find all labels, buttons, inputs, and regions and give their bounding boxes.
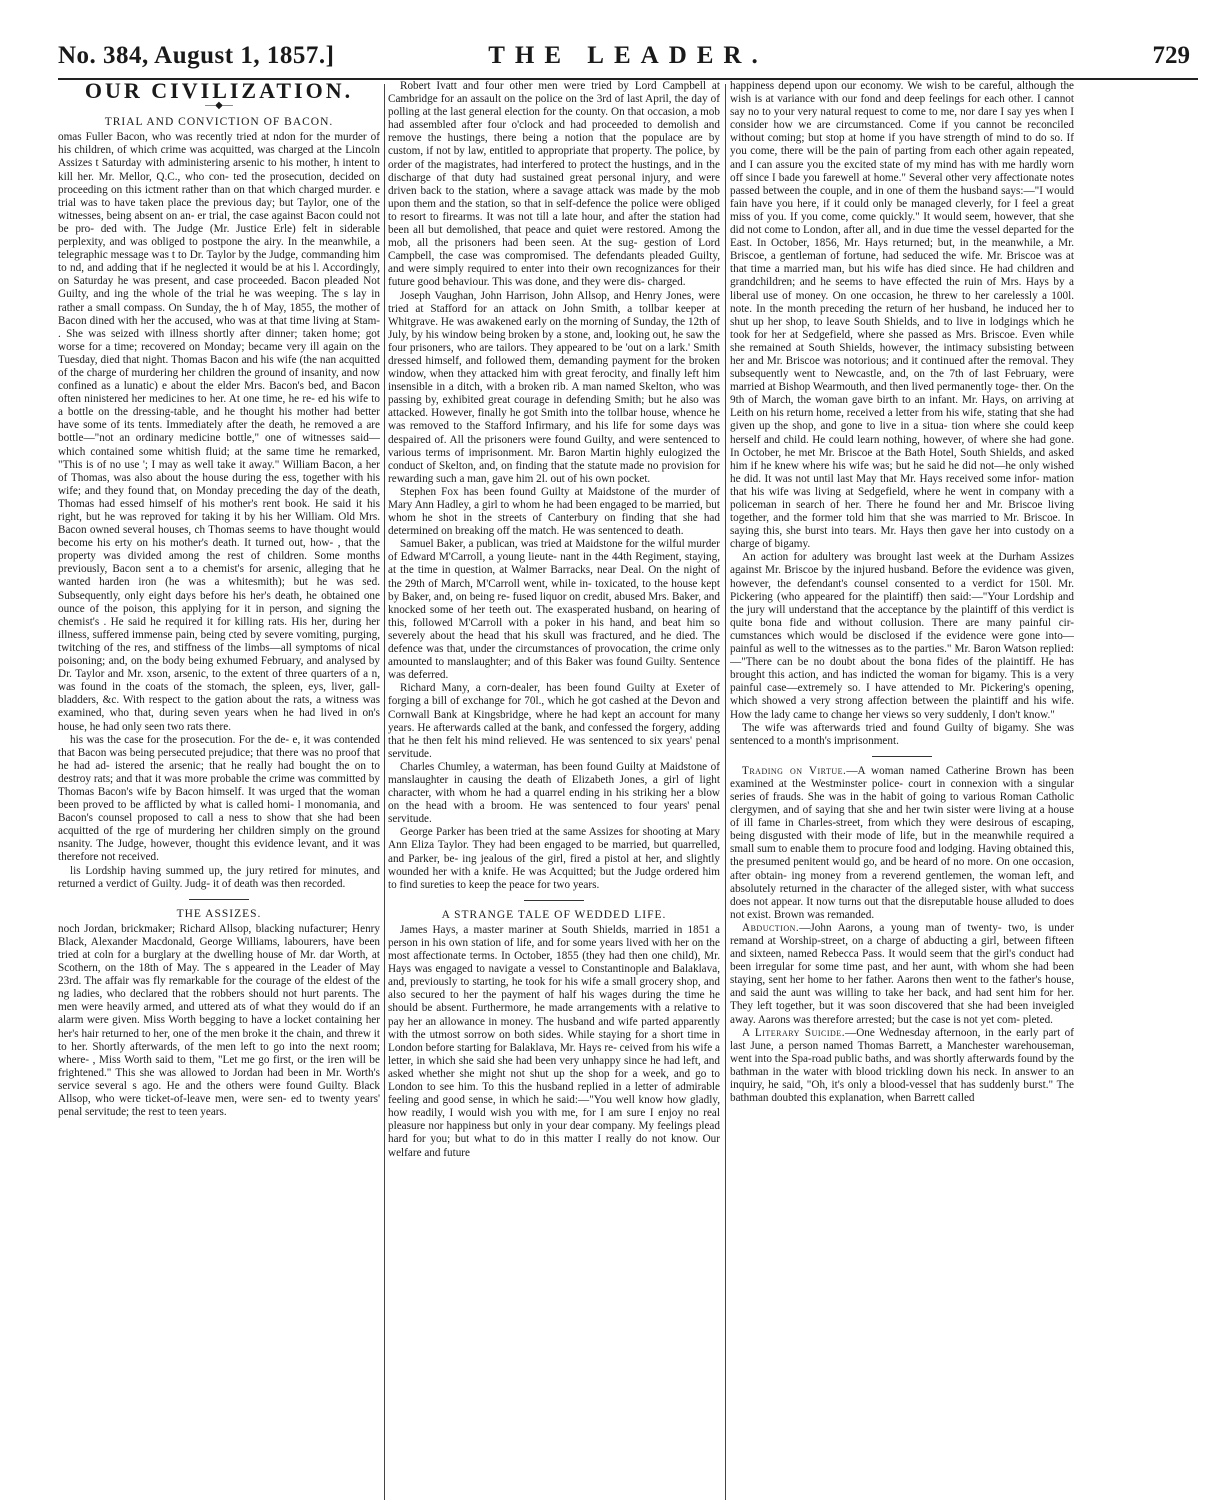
news-item: [730, 765, 1074, 922]
section-heading: THE ASSIZES.: [176, 907, 262, 920]
column-1: [58, 80, 380, 1500]
article-paragraph: James Hays, a master mariner at South Shields, married in 1851 a person in his own station of life, and for some years lived with her on the most affectionate terms. In October, 1855 (they had then one child), Mr. Hays was engaged to navigate a vessel to Constantinople and Balaklava, and, previously to starting, he took for his wife a small grocery shop, and also secured to her the payment of half his wages during the time he should be absent. Furthermore, he made arrangements with a relative to pay her an allowance in money. The husband and wife parted apparently with the utmost sorrow on both sides. While staying for a short time in London before starting for Balaklava, Mr. Hays re- ceived from his wife a letter, in which she said she had been very unhappy since he had left, and asked whether she might not shut up the shop for a week, and go to London to see him. To this the husband replied in a letter of admirable feeling and good sense, in which he said:—"You well know how gladly, how readily, I would wish you with me, for I am sure I enjoy no real pleasure nor happiness but only in your dear company. My feelings plead hard for you; but what to do in this matter I really do not know. Our welfare and future: [388, 923, 720, 1159]
section-rule: [872, 756, 932, 757]
article-paragraph: George Parker has been tried at the same Assizes for shooting at Mary Ann Eliza Taylor. They had been engaged to be married, but quarrelled, and Parker, be- ing jealous of the girl, fired a pistol at her, and slightly wounded her with a knife. He was Acquitted; but the Judge ordered him to find sureties to keep the peace for two years.: [388, 826, 720, 891]
page-number: 729: [1152, 42, 1190, 69]
article-paragraph: lis Lordship having summed up, the jury retired for minutes, and returned a verdict of Guilty. Judg- it of death was then recorded.: [58, 864, 380, 890]
news-item: [730, 922, 1074, 1027]
article-paragraph: Joseph Vaughan, John Harrison, John Allsop, and Henry Jones, were tried at Stafford for an attack on John Smith, a tollbar keeper at Whitgrave. He was awakened early on the morning of Sunday, the 12th of July, by his window being broken by a stone, and, looking out, he saw the four prisoners, who are tailors. They appeared to be 'out on a lark.' Smith dressed himself, and followed them, demanding payment for the broken window, when they attacked him with great ferocity, and finally left him insensible in a ditch, with a broken rib. A man named Skelton, who was passing by, exhibited great courage in defending Smith; but he also was attacked. However, finally he got Smith into the tollbar house, whence he was removed to the Stafford Infirmary, and his life for some days was despaired of. All the prisoners were found Guilty, and were sentenced to various terms of imprisonment. Mr. Baron Martin highly eulogized the conduct of Skelton, and, on finding that the statute made no provision for rewarding such a man, gave him 2l. out of his own pocket.: [388, 289, 720, 485]
masthead: [58, 42, 1198, 80]
news-item-text: —John Aarons, a young man of twenty- two, is under remand at Worship-street, on a charge of abducting a girl, between fifteen and sixteen, named Rebecca Pass. It would seem that the girl's conduct had been irregular for some time past, and her aunt, with whom she had been staying, sent her home to her father. Aarons then went to the father's house, and said the aunt was willing to take her back, and had sent him for her. They left together, but it was soon discovered that she had been inveigled away. Aarons was therefore arrested; but the case is not yet com- pleted.: [730, 921, 1074, 1026]
news-item-lead: Abduction.: [742, 921, 800, 934]
section-rule: [189, 899, 249, 900]
article-paragraph: An action for adultery was brought last week at the Durham Assizes against Mr. Briscoe by the injured husband. Before the evidence was given, however, the defendant's counsel consented to a verdict for 150l. Mr. Pickering (who appeared for the plaintiff) then said:—"Your Lordship and the jury will understand that the acceptance by the plaintiff of this verdict is quite bona fide and without collusion. There are many painful cir- cumstances which would be disclosed if the evidence were gone into—painful as well to the witnesses as to the parties." Mr. Baron Watson replied:—"There can be no doubt about the bona fides of the plaintiff. He has brought this action, and has indicted the woman for bigamy. This is a very painful case—extremely so. I have attended to Mr. Pickering's opening, which showed a very strong affection between the plaintiff and his wife. How the lady came to change her views so very suddenly, I don't know.": [730, 551, 1074, 721]
column-2: [388, 80, 720, 1500]
column-3: [730, 80, 1074, 1500]
article-paragraph: Charles Chumley, a waterman, has been found Guilty at Maidstone of manslaughter in causing the death of Elizabeth Jones, a girl of light character, with whom he had a quarrel ending in his striking her a blow on the head with a broom. He was sentenced to four years' penal servitude.: [388, 760, 720, 826]
newspaper-title: THE LEADER.: [488, 42, 768, 69]
column-divider: [725, 84, 726, 1500]
article-paragraph: Stephen Fox has been found Guilty at Maidstone of the murder of Mary Ann Hadley, a girl to whom he had been engaged to be married, but whom he shot in the streets of Canterbury on finding that she had determined on breaking off the match. He was sentenced to death.: [388, 485, 720, 538]
news-item-lead: A Literary Suicide.: [742, 1026, 845, 1039]
news-item-text: —A woman named Catherine Brown has been examined at the Westminster police- court in connexion with a singular series of frauds. She was in the habit of going to various Roman Catholic clergymen, and of saying that she and her twin sister were living at a house of ill fame in Charles-street, from which they were desirous of escaping, being disgusted with their mode of life, but in the meanwhile required a small sum to enable them to procure food and lodging. Having obtained this, the presumed penitent would go, and be heard of no more. On one occasion, after obtain- ing money from a reverend gentlemen, the woman left, and absolutely returned in the character of the alleged sister, with what success does not appear. It now turns out that the disreputable house alluded to does not exist. Brown was remanded.: [730, 764, 1074, 921]
article-paragraph: Richard Many, a corn-dealer, has been found Guilty at Exeter of forging a bill of exchange for 70l., which he got cashed at the Devon and Cornwall Bank at Kingsbridge, where he had kept an account for many years. He afterwards called at the bank, and confessed the forgery, adding that he then felt his mind relieved. He was sentenced to six years' penal servitude.: [388, 682, 720, 760]
news-item-lead: Trading on Virtue.: [742, 764, 847, 777]
news-item-text: —One Wednesday afternoon, in the early part of last June, a person named Thomas Barrett, a Manchester warehouseman, went into the Spa-road public baths, and was shortly afterwards found by the bathman in the water with blood trickling down his neck. In answer to an inquiry, he said, "Oh, it's only a blood-vessel that has suddenly burst." The bathman doubted this explanation, when Barrett called: [730, 1026, 1074, 1105]
feature-title: OUR CIVILIZATION.: [84, 80, 354, 103]
article-paragraph: Robert Ivatt and four other men were tried by Lord Campbell at Cambridge for an assault on the police on the 3rd of last April, the day of polling at the last general election for the county. On that occasion, a mob had assembled after four o'clock and had proceeded to demolish and remove the hustings, there being a notion that the populace are by custom, if not by law, entitled to appropriate that property. The police, by order of the magistrates, had interfered to protect the hustings, and in the discharge of that duty had sustained great personal injury, and were driven back to the station, where a savage attack was made by the mob upon them and the station, so that in self-defence the police were obliged to resort to firearms. It was not till a late hour, and after the station had been all but demolished, that peace and quiet were restored. Among the mob, all the prisoners had been seen. At the sug- gestion of Lord Campbell, the case was compromised. The defendants pleaded Guilty, and were simply required to enter into their own recognizances for their future good behaviour. This was done, and they were dis- charged.: [388, 80, 720, 289]
section-heading: A STRANGE TALE OF WEDDED LIFE.: [441, 908, 667, 921]
article-paragraph: omas Fuller Bacon, who was recently tried at ndon for the murder of his children, of which crime was acquitted, was charged at the Lincoln Assizes t Saturday with administering arsenic to his mother, h intent to kill her. Mr. Mellor, Q.C., who con- ted the prosecution, decided on proceeding on this ictment rather than on that which charged murder. e trial was to have taken place the previous day; but Taylor, one of the witnesses, being absent on an- er trial, the case against Bacon could not be pro- ded with. The Judge (Mr. Justice Erle) felt in siderable perplexity, and was obliged to postpone the airy. In the meanwhile, a telegraphic message was t to Dr. Taylor by the Judge, commanding him to nd, and adding that if he neglected it would be at his l. Accordingly, on Saturday he was present, and case proceeded. Bacon pleaded Not Guilty, and ing the whole of the trial he was weeping. The s lay in rather a small compass. On Sunday, the h of May, 1855, the mother of Bacon dined with her the accused, who was at that time living at Stam- . She was seized with illness shortly after dinner; taken home; got worse for a time; recovered on Monday; became very ill again on the Tuesday, died that night. Thomas Bacon and his wife (the nan acquitted of the charge of murdering her children the ground of insanity, and now confined as a lunatic) e about the elder Mrs. Bacon's bed, and Bacon often ninistered her medicines to her. At one time, he re- ed his wife to a bottle on the dressing-table, and he thought his mother had better have some of its tents. Immediately after the death, he removed a are bottle—"not an ordinary medicine bottle," one of witnesses said—which contained some whitish fluid; at the same time he remarked, "This is of no use '; I may as well take it away." William Bacon, a her of Thomas, was also about the house during the ess, together with his wife; and they found that, on Monday preceding the day of the death, Thomas had essed himself of his mother's rent book. He said it his right, but he was reproved for taking it by his her William. Old Mrs. Bacon owned several houses, ch Thomas seems to have thought would become his erty on his mother's death. It turned out, how- , that the property was divided among the rest of children. Some months previously, Bacon sent a to a chemist's for arsenic, alleging that he wanted harden iron (he was a whitesmith); but he was sed. Subsequently, only eight days before his her's death, he obtained one ounce of the poison, this applying for it in person, and signing the chemist's . He said he required it for killing rats. His her, during her illness, suffered immense pain, being cted by severe vomiting, purging, twitching of the res, and stiffness of the limbs—all symptoms of nical poisoning; and, on the body being exhumed February, and analysed by Dr. Taylor and Mr. xson, arsenic, to the extent of three quarters of a n, was found in the coats of the stomach, the spleen, eys, liver, gall-bladders, &c. With respect to the gation about the rats, a witness was examined, who that, during seven years when he had lived in on's house, he had only seen two rats there.: [58, 131, 380, 733]
issue-line: No. 384, August 1, 1857.]: [58, 42, 335, 69]
section-rule: [524, 900, 584, 901]
news-item: [730, 1027, 1074, 1106]
article-paragraph: Samuel Baker, a publican, was tried at Maidstone for the wilful murder of Edward M'Carroll, a young lieute- nant in the 44th Regiment, staying, at the time in question, at Walmer Barracks, near Deal. On the night of the 29th of March, M'Carroll went, while in- toxicated, to the house kept by Baker, and, on being re- fused liquor on credit, abused Mrs. Baker, and knocked some of her teeth out. The exasperated husband, on hearing of this, followed M'Carroll with a poker in his hand, and beat him so severely about the head that his skull was fractured, and he died. The defence was that, under the circumstances of provocation, the crime only amounted to manslaughter; and of this Baker was found Guilty. Sentence was deferred.: [388, 538, 720, 682]
article-paragraph: The wife was afterwards tried and found Guilty of bigamy. She was sentenced to a month's imprisonment.: [730, 721, 1074, 747]
ornament-divider: —◆—: [205, 100, 233, 112]
article-paragraph: his was the case for the prosecution. For the de- e, it was contended that Bacon was being persecuted prejudice; that there was no proof that he had ad- istered the arsenic; that he really had bought the on to destroy rats; and that it was more probable the crime was committed by Thomas Bacon's wife by Bacon himself. It was urged that the woman been proved to be afflicted by what is called homi- l monomania, and Bacon's counsel proposed to call a ness to show that she had been acquitted of the rge of murdering her children simply on the ground nsanity. The Judge, however, thought this evidence levant, and it was therefore not received.: [58, 733, 380, 864]
section-heading: TRIAL AND CONVICTION OF BACON.: [104, 116, 334, 129]
column-divider: [384, 84, 385, 1500]
article-paragraph: happiness depend upon our economy. We wish to be careful, although the wish is at variance with our fond and deep feelings for each other. I cannot say no to your very natural request to come to me, nor dare I say yes when I consider how we are circumstanced. Come if you cannot be reconciled without coming; but stop at home if you have strength of mind to do so. If you come, there will be the pain of parting from each other again repeated, and I can assure you the excited state of my mind has with me hardly worn off since I bade you farewell at home." Several other very affectionate notes passed between the couple, and in one of them the husband says:—"I would fain have you here, if it could only be managed cleverly, for I feel a great miss of you. If you come, come quickly." It would seem, however, that she did not come to London, after all, and in due time the vessel departed for the East. In October, 1856, Mr. Hays returned; but, in the meanwhile, a Mr. Briscoe, a gentleman of fortune, had seduced the wife. Mr. Briscoe was at that time a married man, but his wife has died since. He had children and grandchildren; and he seems to have effected the ruin of Mrs. Hays by a liberal use of money. On one occasion, he threw to her carelessly a 100l. note. In the month preceding the return of her husband, he induced her to shut up her shop, to leave South Shields, and to live in lodgings which he took for her at Sedgefield, where she passed as Mrs. Briscoe. Even while she remained at South Shields, however, the intimacy subsisting between her and Mr. Briscoe was notorious; and it continued after the removal. They subsequently went to Newcastle, and, on the 7th of last February, were married at Bishop Wearmouth, and then lived permanently toge- ther. On the 9th of March, the woman gave birth to an infant. Mr. Hays, on arriving at Leith on his return home, received a letter from his wife, stating that she had given up the shop, and gone to live in a situa- tion where she could keep herself and child. He could learn nothing, however, of where she had gone. In October, he met Mr. Briscoe at the Bath Hotel, South Shields, and asked him if he knew where his wife was; but he said he did not—he only wished he did. It was not until last May that Mr. Hays received some infor- mation that his wife was living at Sedgefield, where he went in company with a policeman in search of her. There he found her and Mr. Briscoe living together, and the former told him that she was married to Mr. Briscoe. In saying this, she burst into tears. Mr. Hays then gave her into custody on a charge of bigamy.: [730, 80, 1074, 551]
article-paragraph: noch Jordan, brickmaker; Richard Allsop, blacking nufacturer; Henry Black, Alexander Macdonald, George Williams, labourers, have been tried at coln for a burglary at the dwelling house of Mr. dar Worth, at Scothern, on the 18th of May. The s appeared in the Leader of May 23rd. The affair was fly remarkable for the courage of the eldest of the ng ladies, who declared that the robbers should not hurt parents. The men were heavily armed, and uttered ats of what they would do if an alarm were given. Miss Worth begging to have a locket containing her her's hair returned to her, one of the men broke it the chain, and threw it to her. Shortly afterwards, of the men left to go into the next room; where- , Miss Worth said to them, "Let me go first, or the iren will be frightened." This she was allowed to Jordan had been in Mr. Worth's service several s ago. He and the others were found Guilty. Black Allsop, who were ticket-of-leave men, were sen- ed to twenty years' penal servitude; the rest to teen years.: [58, 922, 380, 1119]
